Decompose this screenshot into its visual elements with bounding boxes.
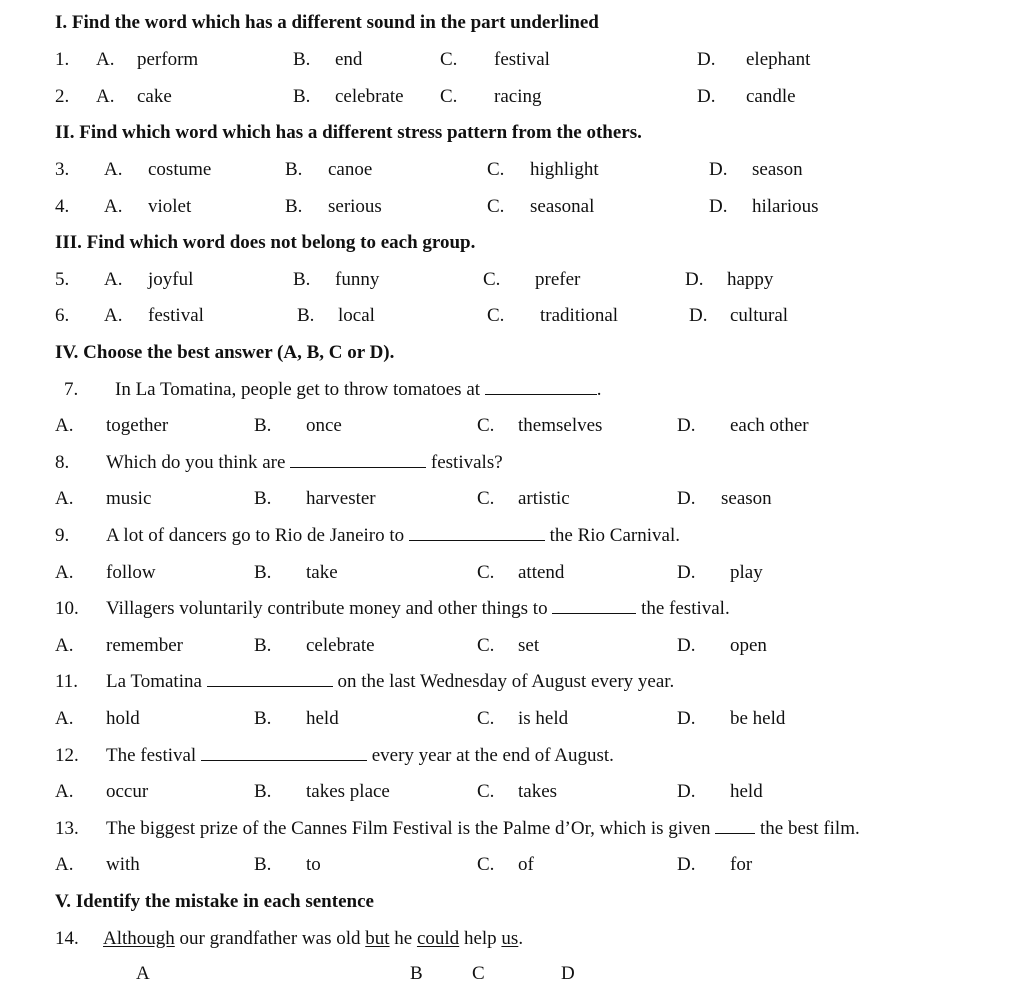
option-b-text: celebrate	[306, 635, 375, 656]
option-a-text: with	[106, 854, 140, 875]
option-d-text: cultural	[730, 305, 789, 326]
option-d-text: open	[730, 635, 767, 656]
option-b-text: to	[306, 854, 321, 875]
section-4-title: IV. Choose the best answer (A, B, C or D).	[55, 342, 395, 363]
mistake-label-d: D	[561, 963, 575, 984]
option-b-text: once	[306, 415, 342, 436]
q-number: 14.	[55, 928, 79, 949]
option-b-letter: B.	[285, 159, 303, 180]
option-c-text: takes	[518, 781, 558, 802]
option-a-text: violet	[148, 196, 192, 217]
option-b-text: takes place	[306, 781, 390, 802]
q-number: 10.	[55, 598, 79, 619]
q-number: 8.	[55, 452, 70, 473]
option-d-text: candle	[746, 86, 796, 107]
option-b-text: celebrate	[335, 86, 404, 107]
option-b-letter: B.	[297, 305, 315, 326]
option-c-letter: C.	[477, 708, 495, 729]
option-a-text: cake	[137, 86, 172, 107]
option-a-letter: A.	[96, 49, 115, 70]
option-a-text: perform	[137, 49, 199, 70]
option-b-letter: B.	[293, 49, 311, 70]
answer-blank[interactable]	[409, 526, 545, 541]
option-a-letter: A.	[96, 86, 115, 107]
section-5-title: V. Identify the mistake in each sentence	[55, 891, 374, 912]
option-a-letter: A.	[55, 635, 74, 656]
option-d-letter: D.	[677, 562, 696, 583]
option-a-text: remember	[106, 635, 184, 656]
option-b-text: funny	[335, 269, 380, 290]
option-c-letter: C.	[487, 305, 505, 326]
option-c-text: of	[518, 854, 534, 875]
option-c-text: seasonal	[530, 196, 595, 217]
option-a-letter: A.	[55, 781, 74, 802]
question-stem: A lot of dancers go to Rio de Janeiro to the Rio Carnival.	[106, 525, 680, 546]
option-b-text: end	[335, 49, 363, 70]
option-d-letter: D.	[689, 305, 708, 326]
option-c-letter: C.	[477, 415, 495, 436]
option-d-text: play	[730, 562, 763, 583]
option-d-text: happy	[727, 269, 774, 290]
option-d-text: season	[721, 488, 772, 509]
option-d-text: season	[752, 159, 803, 180]
q-number: 2.	[55, 86, 70, 107]
option-c-text: is held	[518, 708, 569, 729]
option-a-letter: A.	[104, 269, 123, 290]
option-c-text: racing	[494, 86, 542, 107]
option-c-letter: C.	[440, 49, 458, 70]
option-b-text: local	[338, 305, 375, 326]
option-a-text: joyful	[148, 269, 194, 290]
option-a-letter: A.	[55, 708, 74, 729]
option-b-letter: B.	[254, 488, 272, 509]
option-d-letter: D.	[677, 415, 696, 436]
option-d-letter: D.	[677, 781, 696, 802]
option-d-letter: D.	[685, 269, 704, 290]
option-a-text: together	[106, 415, 169, 436]
underlined-part-d: us	[501, 928, 519, 949]
option-d-letter: D.	[709, 159, 728, 180]
option-c-text: prefer	[535, 269, 581, 290]
option-d-text: be held	[730, 708, 786, 729]
option-d-letter: D.	[677, 488, 696, 509]
question-sentence: Although our grandfather was old but he could help us.	[103, 928, 524, 949]
question-stem: Villagers voluntarily contribute money and other things to the festival.	[106, 598, 730, 619]
option-b-letter: B.	[285, 196, 303, 217]
option-d-letter: D.	[697, 86, 716, 107]
option-c-text: festival	[494, 49, 550, 70]
q-number: 4.	[55, 196, 70, 217]
option-a-letter: A.	[55, 562, 74, 583]
option-d-letter: D.	[677, 708, 696, 729]
option-b-text: canoe	[328, 159, 373, 180]
option-d-text: held	[730, 781, 763, 802]
option-a-text: music	[106, 488, 152, 509]
q-number: 12.	[55, 745, 79, 766]
option-a-text: occur	[106, 781, 149, 802]
option-b-letter: B.	[254, 415, 272, 436]
option-c-text: set	[518, 635, 540, 656]
q-number: 1.	[55, 49, 70, 70]
option-c-text: attend	[518, 562, 565, 583]
q-number: 13.	[55, 818, 79, 839]
option-d-letter: D.	[709, 196, 728, 217]
option-a-letter: A.	[104, 196, 123, 217]
option-a-text: hold	[106, 708, 140, 729]
q-number: 7.	[64, 379, 79, 400]
option-d-text: hilarious	[752, 196, 819, 217]
question-stem: The festival every year at the end of August.	[106, 745, 614, 766]
option-b-letter: B.	[254, 854, 272, 875]
mistake-label-a: A	[136, 963, 150, 984]
option-b-letter: B.	[254, 635, 272, 656]
option-d-text: for	[730, 854, 753, 875]
option-b-text: serious	[328, 196, 382, 217]
answer-blank[interactable]	[715, 819, 755, 834]
option-a-text: costume	[148, 159, 212, 180]
question-stem: In La Tomatina, people get to throw tomatoes at .	[115, 379, 602, 400]
option-c-letter: C.	[477, 635, 495, 656]
option-c-letter: C.	[477, 562, 495, 583]
option-b-text: harvester	[306, 488, 376, 509]
q-number: 3.	[55, 159, 70, 180]
option-a-letter: A.	[104, 305, 123, 326]
option-b-letter: B.	[254, 708, 272, 729]
option-d-text: elephant	[746, 49, 811, 70]
mistake-label-c: C	[472, 963, 485, 984]
section-1-title: I. Find the word which has a different sound in the part underlined	[55, 12, 599, 33]
option-a-letter: A.	[55, 854, 74, 875]
option-a-text: follow	[106, 562, 156, 583]
q-number: 9.	[55, 525, 70, 546]
option-c-letter: C.	[487, 159, 505, 180]
option-a-text: festival	[148, 305, 204, 326]
option-c-text: highlight	[530, 159, 599, 180]
option-d-text: each other	[730, 415, 809, 436]
q-number: 5.	[55, 269, 70, 290]
option-a-letter: A.	[104, 159, 123, 180]
option-c-letter: C.	[477, 488, 495, 509]
option-c-letter: C.	[477, 854, 495, 875]
option-c-letter: C.	[440, 86, 458, 107]
section-2-title: II. Find which word which has a different stress pattern from the others.	[55, 122, 642, 143]
option-c-text: themselves	[518, 415, 603, 436]
underlined-part-b: but	[365, 928, 390, 949]
option-b-letter: B.	[254, 781, 272, 802]
option-d-letter: D.	[677, 635, 696, 656]
answer-blank[interactable]	[290, 453, 426, 468]
q-number: 6.	[55, 305, 70, 326]
mistake-label-b: B	[410, 963, 423, 984]
option-b-text: held	[306, 708, 339, 729]
answer-blank[interactable]	[552, 599, 636, 614]
answer-blank[interactable]	[485, 380, 597, 395]
answer-blank[interactable]	[207, 672, 333, 687]
option-a-letter: A.	[55, 415, 74, 436]
question-stem: Which do you think are festivals?	[106, 452, 503, 473]
option-c-text: traditional	[540, 305, 619, 326]
underlined-part-c: could	[416, 928, 460, 949]
answer-blank[interactable]	[201, 746, 367, 761]
option-b-letter: B.	[254, 562, 272, 583]
option-d-letter: D.	[677, 854, 696, 875]
question-stem: La Tomatina on the last Wednesday of August every year.	[106, 671, 675, 692]
q-number: 11.	[55, 671, 79, 692]
option-d-letter: D.	[697, 49, 716, 70]
option-c-text: artistic	[518, 488, 570, 509]
option-c-letter: C.	[477, 781, 495, 802]
option-b-letter: B.	[293, 86, 311, 107]
option-a-letter: A.	[55, 488, 74, 509]
option-c-letter: C.	[487, 196, 505, 217]
option-b-letter: B.	[293, 269, 311, 290]
underlined-part-a: Although	[103, 928, 175, 949]
question-stem: The biggest prize of the Cannes Film Festival is the Palme d’Or, which is given the best film.	[106, 818, 860, 839]
section-3-title: III. Find which word does not belong to each group.	[55, 232, 476, 253]
option-b-text: take	[306, 562, 338, 583]
option-c-letter: C.	[483, 269, 501, 290]
